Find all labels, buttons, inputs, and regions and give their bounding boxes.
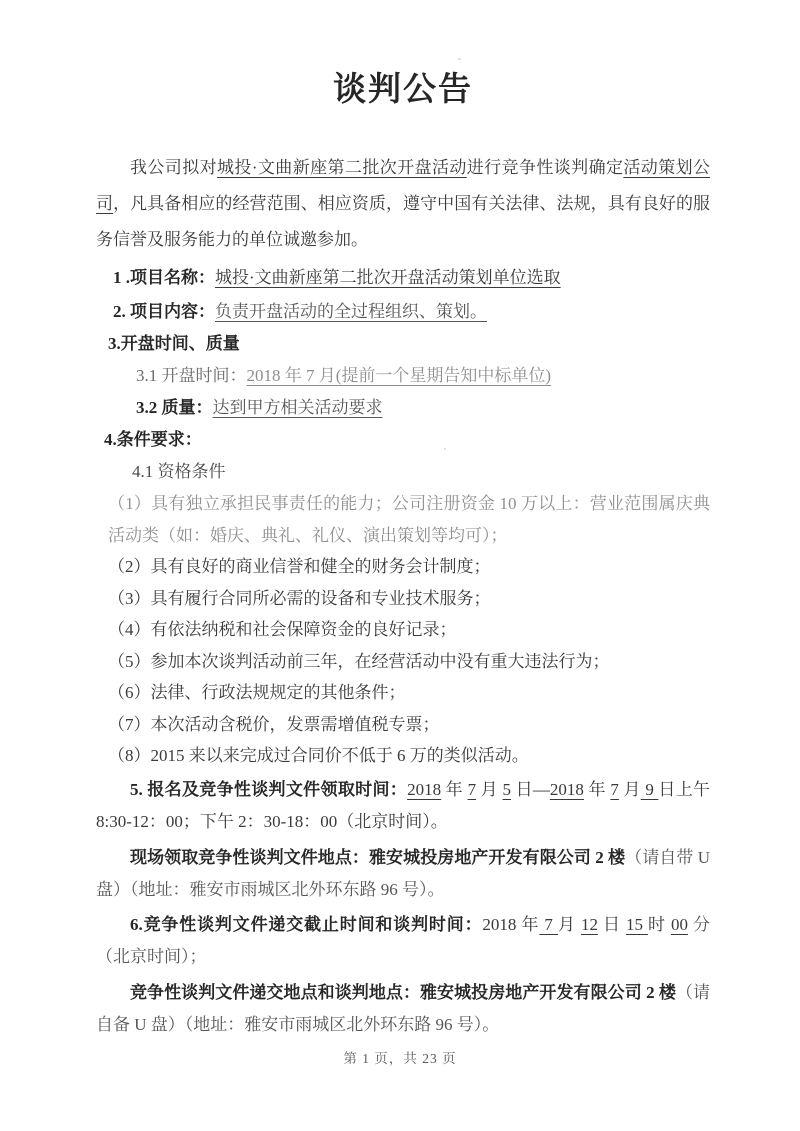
date-text: 日— <box>511 779 550 799</box>
condition-2: （2）具有良好的商业信誉和健全的财务会计制度； <box>108 557 491 576</box>
page-number-footer: 第 1 页，共 23 页 <box>343 1051 457 1066</box>
date-text: 分（北京时间）； <box>96 914 711 966</box>
condition-4: （4）有依法纳税和社会保障资金的良好记录； <box>108 620 457 639</box>
intro-tail: ，凡具备相应的经营范围、相应资质，遵守中国有关法律、法规，具有良好的服务信誉及服务能力的单位诚邀参加。 <box>96 194 711 249</box>
date-field: 2018 <box>549 779 584 799</box>
item-6-deadline <box>96 909 710 973</box>
date-field: 7 <box>467 779 477 799</box>
item-1-value: 城投·文曲新座第二批次开盘活动策划单位选取 <box>215 268 561 287</box>
submission-location-bold: 竞争性谈判文件递交地点和谈判地点：雅安城投房地产开发有限公司 2 楼 <box>130 982 676 1002</box>
item-3-heading: 3.开盘时间、质量 <box>108 334 240 353</box>
condition-3: （3）具有履行合同所必需的设备和专业技术服务； <box>108 588 491 608</box>
date-field: 7 <box>539 914 559 934</box>
intro-paragraph <box>96 150 710 258</box>
item-3-1-label: 3.1 开盘时间： <box>136 366 247 385</box>
pickup-location-bold: 现场领取竞争性谈判文件地点：雅安城投房地产开发有限公司 2 楼 <box>130 847 626 867</box>
item-5-signup-time <box>96 774 710 838</box>
condition-1: （1）具有独立承担民事责任的能力；公司注册资金 10 万以上：营业范围属庆典活动类（如：婚庆、典礼、礼仪、演出策划等均可）； <box>108 494 710 545</box>
pickup-location-paragraph <box>96 842 710 906</box>
date-field: 7 <box>610 779 619 799</box>
date-text: 时 <box>648 914 671 934</box>
item-2-label: 2. 项目内容： <box>113 302 215 321</box>
item-2-value: 负责开盘活动的全过程组织、策划。 <box>215 302 487 321</box>
date-field: 9 <box>640 779 659 799</box>
date-text: 年 <box>583 779 611 799</box>
submission-location-rest: （请自备 U 盘）（地址：雅安市雨城区北外环东路 96 号）。 <box>96 982 711 1034</box>
date-text: 月 <box>476 779 503 799</box>
condition-7: （7）本次活动含税价，发票需增值税专票； <box>108 714 440 734</box>
date-field: 12 <box>580 914 598 934</box>
date-field: 5 <box>502 779 512 799</box>
company-type-underlined: 活动策划公司 <box>96 158 711 213</box>
date-field: 00 <box>670 914 688 934</box>
item-5-label: 5. 报名及竞争性谈判文件领取时间： <box>130 779 408 799</box>
date-text: 月 <box>558 914 581 934</box>
intro-lead: 我公司拟对 <box>130 158 218 177</box>
scan-speck <box>444 448 446 450</box>
item-1-project-name <box>113 262 710 294</box>
date-text: 日上午 8:30-12：00；下午 2：30-18：00（北京时间）。 <box>96 779 711 831</box>
pickup-location-rest: （请自带 U 盘）（地址：雅安市雨城区北外环东路 96 号）。 <box>96 847 711 899</box>
date-text: 2018 年 <box>482 914 540 934</box>
date-text: 年 <box>441 779 468 799</box>
item-3-1-opening-time <box>136 360 710 392</box>
date-text: 月 <box>618 779 641 799</box>
item-4-1-subheading: 4.1 资格条件 <box>132 462 226 481</box>
item-3-2-value: 达到甲方相关活动要求 <box>212 398 383 417</box>
scan-speck <box>458 58 461 60</box>
item-3-2-label: 3.2 质量： <box>136 398 213 417</box>
date-field: 15 <box>625 914 649 934</box>
item-1-label: 1 .项目名称： <box>113 268 215 287</box>
page-title: 谈判公告 <box>333 72 473 108</box>
submission-location-paragraph <box>96 977 710 1041</box>
condition-5: （5）参加本次谈判活动前三年，在经营活动中没有重大违法行为； <box>108 651 610 671</box>
condition-8: （8）2015 来以来完成过合同价不低于 6 万的类似活动。 <box>108 746 529 765</box>
date-field: 2018 <box>407 779 442 799</box>
date-text: 日 <box>597 914 626 934</box>
item-2-project-content <box>113 296 710 328</box>
item-6-label: 6.竞争性谈判文件递交截止时间和谈判时间： <box>130 914 483 934</box>
intro-mid: 进行竞争性谈判确定 <box>466 158 624 177</box>
item-3-1-value: 2018 年 7 月(提前一个星期告知中标单位) <box>246 366 552 385</box>
condition-6: （6）法律、行政法规规定的其他条件； <box>108 683 406 702</box>
item-3-2-quality <box>136 392 710 424</box>
item-4-heading: 4.条件要求： <box>104 430 202 449</box>
project-name-underlined: 城投·文曲新座第二批次开盘活动 <box>217 158 467 177</box>
